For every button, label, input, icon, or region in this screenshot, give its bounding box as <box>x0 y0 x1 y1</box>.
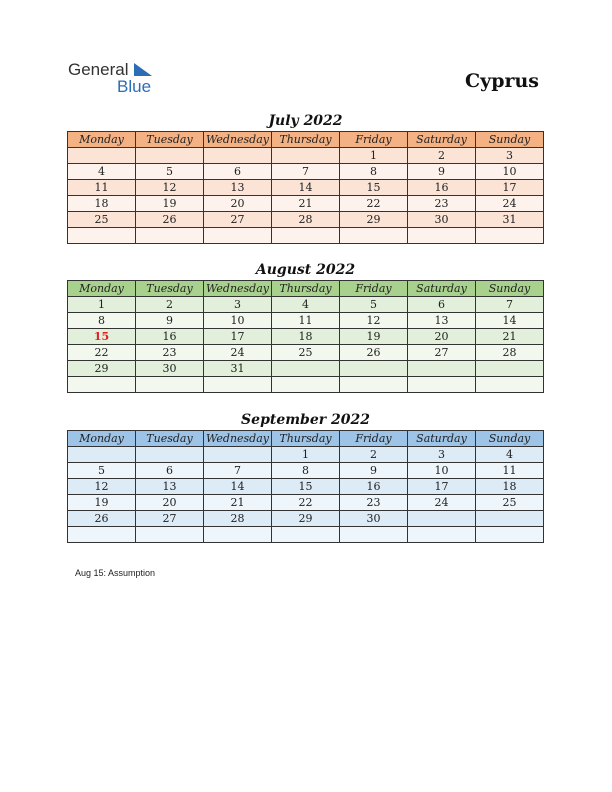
day-cell <box>204 527 272 543</box>
calendar-table <box>67 280 544 393</box>
day-cell <box>272 361 340 377</box>
day-cell: 23 <box>136 345 204 361</box>
day-cell: 18 <box>68 196 136 212</box>
weekday-header-row <box>68 281 544 297</box>
holiday-note: Aug 15: Assumption <box>75 568 156 578</box>
day-cell <box>408 228 476 244</box>
day-cell <box>476 377 544 393</box>
day-cell: 21 <box>204 495 272 511</box>
day-cell: 27 <box>204 212 272 228</box>
day-cell: 5 <box>68 463 136 479</box>
day-cell: 16 <box>340 479 408 495</box>
day-cell: 13 <box>204 180 272 196</box>
weekday-header: Tuesday <box>136 281 204 297</box>
day-cell <box>136 447 204 463</box>
weekday-header: Thursday <box>272 431 340 447</box>
day-cell: 5 <box>340 297 408 313</box>
weekday-header: Sunday <box>476 431 544 447</box>
day-cell <box>272 377 340 393</box>
day-cell: 14 <box>476 313 544 329</box>
day-cell: 2 <box>408 148 476 164</box>
day-cell: 20 <box>408 329 476 345</box>
day-cell: 31 <box>204 361 272 377</box>
day-cell: 22 <box>340 196 408 212</box>
day-cell: 15 <box>68 329 136 345</box>
day-cell: 5 <box>136 164 204 180</box>
weekday-header: Sunday <box>476 132 544 148</box>
weekday-header: Tuesday <box>136 431 204 447</box>
day-cell: 26 <box>136 212 204 228</box>
day-cell: 11 <box>272 313 340 329</box>
day-cell <box>476 228 544 244</box>
day-cell: 24 <box>204 345 272 361</box>
weekday-header: Friday <box>340 281 408 297</box>
day-cell <box>340 228 408 244</box>
day-cell: 8 <box>68 313 136 329</box>
day-cell: 12 <box>340 313 408 329</box>
day-cell: 15 <box>340 180 408 196</box>
day-cell: 9 <box>340 463 408 479</box>
weekday-header-row <box>68 431 544 447</box>
day-cell: 28 <box>272 212 340 228</box>
week-row <box>68 313 544 329</box>
month-title: July 2022 <box>268 113 343 129</box>
weekday-header: Tuesday <box>136 132 204 148</box>
day-cell: 19 <box>340 329 408 345</box>
day-cell <box>204 377 272 393</box>
day-cell: 20 <box>204 196 272 212</box>
logo-word-blue: Blue <box>117 77 152 96</box>
day-cell <box>68 527 136 543</box>
day-cell: 19 <box>68 495 136 511</box>
day-cell: 30 <box>340 511 408 527</box>
day-cell: 3 <box>476 148 544 164</box>
day-cell: 14 <box>272 180 340 196</box>
day-cell <box>68 228 136 244</box>
week-row <box>68 148 544 164</box>
month-august <box>67 260 544 393</box>
day-cell <box>272 228 340 244</box>
country-title: Cyprus <box>465 70 539 92</box>
day-cell: 1 <box>68 297 136 313</box>
day-cell <box>68 377 136 393</box>
week-row <box>68 329 544 345</box>
day-cell <box>68 447 136 463</box>
day-cell <box>136 527 204 543</box>
day-cell: 24 <box>476 196 544 212</box>
day-cell: 29 <box>68 361 136 377</box>
day-cell <box>408 361 476 377</box>
week-row <box>68 527 544 543</box>
day-cell: 8 <box>272 463 340 479</box>
day-cell: 22 <box>68 345 136 361</box>
day-cell: 8 <box>340 164 408 180</box>
weekday-header: Thursday <box>272 281 340 297</box>
day-cell: 23 <box>340 495 408 511</box>
day-cell: 2 <box>340 447 408 463</box>
day-cell: 27 <box>136 511 204 527</box>
calendar-table <box>67 131 544 244</box>
day-cell: 21 <box>272 196 340 212</box>
triangle-flag-icon <box>132 63 154 77</box>
day-cell <box>408 527 476 543</box>
day-cell: 25 <box>68 212 136 228</box>
day-cell <box>68 148 136 164</box>
day-cell: 13 <box>408 313 476 329</box>
day-cell: 16 <box>136 329 204 345</box>
week-row <box>68 447 544 463</box>
day-cell: 6 <box>204 164 272 180</box>
weekday-header: Monday <box>68 281 136 297</box>
month-july <box>67 111 544 244</box>
day-cell: 1 <box>272 447 340 463</box>
day-cell <box>204 447 272 463</box>
day-cell: 4 <box>476 447 544 463</box>
day-cell <box>272 148 340 164</box>
day-cell: 9 <box>408 164 476 180</box>
month-title: September 2022 <box>241 412 370 428</box>
day-cell: 17 <box>408 479 476 495</box>
weekday-header: Wednesday <box>204 281 272 297</box>
day-cell: 18 <box>272 329 340 345</box>
day-cell: 6 <box>408 297 476 313</box>
week-row <box>68 196 544 212</box>
weekday-header: Wednesday <box>204 431 272 447</box>
day-cell: 17 <box>476 180 544 196</box>
day-cell: 10 <box>204 313 272 329</box>
day-cell: 11 <box>476 463 544 479</box>
day-cell: 15 <box>272 479 340 495</box>
day-cell: 28 <box>204 511 272 527</box>
weekday-header: Friday <box>340 431 408 447</box>
day-cell <box>204 228 272 244</box>
day-cell: 19 <box>136 196 204 212</box>
week-row <box>68 228 544 244</box>
day-cell: 2 <box>136 297 204 313</box>
week-row <box>68 180 544 196</box>
day-cell: 27 <box>408 345 476 361</box>
day-cell: 12 <box>136 180 204 196</box>
day-cell: 25 <box>476 495 544 511</box>
week-row <box>68 495 544 511</box>
month-september <box>67 410 544 543</box>
day-cell: 7 <box>272 164 340 180</box>
day-cell <box>476 527 544 543</box>
week-row <box>68 463 544 479</box>
week-row <box>68 345 544 361</box>
weekday-header: Monday <box>68 132 136 148</box>
day-cell: 21 <box>476 329 544 345</box>
weekday-header: Wednesday <box>204 132 272 148</box>
day-cell: 14 <box>204 479 272 495</box>
day-cell: 10 <box>476 164 544 180</box>
day-cell <box>272 527 340 543</box>
week-row <box>68 479 544 495</box>
day-cell <box>340 527 408 543</box>
holiday-notes <box>75 568 155 578</box>
day-cell <box>136 377 204 393</box>
day-cell: 28 <box>476 345 544 361</box>
weekday-header: Monday <box>68 431 136 447</box>
week-row <box>68 212 544 228</box>
day-cell: 30 <box>408 212 476 228</box>
weekday-header-row <box>68 132 544 148</box>
day-cell: 3 <box>204 297 272 313</box>
day-cell: 4 <box>68 164 136 180</box>
day-cell: 4 <box>272 297 340 313</box>
weekday-header: Thursday <box>272 132 340 148</box>
day-cell <box>408 511 476 527</box>
day-cell: 13 <box>136 479 204 495</box>
day-cell: 6 <box>136 463 204 479</box>
day-cell: 11 <box>68 180 136 196</box>
day-cell: 17 <box>204 329 272 345</box>
day-cell: 29 <box>272 511 340 527</box>
day-cell: 26 <box>68 511 136 527</box>
day-cell: 7 <box>204 463 272 479</box>
day-cell: 23 <box>408 196 476 212</box>
day-cell: 10 <box>408 463 476 479</box>
weekday-header: Saturday <box>408 281 476 297</box>
day-cell <box>136 148 204 164</box>
day-cell <box>340 361 408 377</box>
weekday-header: Saturday <box>408 431 476 447</box>
day-cell: 24 <box>408 495 476 511</box>
month-title: August 2022 <box>255 262 356 278</box>
day-cell <box>476 511 544 527</box>
day-cell <box>204 148 272 164</box>
day-cell: 22 <box>272 495 340 511</box>
day-cell: 7 <box>476 297 544 313</box>
day-cell <box>408 377 476 393</box>
logo-word-general: General <box>68 60 129 79</box>
day-cell <box>476 361 544 377</box>
day-cell <box>136 228 204 244</box>
weekday-header: Saturday <box>408 132 476 148</box>
day-cell: 29 <box>340 212 408 228</box>
logo <box>68 60 168 100</box>
week-row <box>68 377 544 393</box>
weekday-header: Sunday <box>476 281 544 297</box>
weekday-header: Friday <box>340 132 408 148</box>
calendar-table <box>67 430 544 543</box>
day-cell: 3 <box>408 447 476 463</box>
week-row <box>68 297 544 313</box>
week-row <box>68 361 544 377</box>
week-row <box>68 164 544 180</box>
day-cell: 31 <box>476 212 544 228</box>
day-cell: 20 <box>136 495 204 511</box>
day-cell: 16 <box>408 180 476 196</box>
day-cell: 30 <box>136 361 204 377</box>
day-cell: 26 <box>340 345 408 361</box>
day-cell <box>340 377 408 393</box>
day-cell: 18 <box>476 479 544 495</box>
week-row <box>68 511 544 527</box>
day-cell: 25 <box>272 345 340 361</box>
day-cell: 9 <box>136 313 204 329</box>
day-cell: 1 <box>340 148 408 164</box>
day-cell: 12 <box>68 479 136 495</box>
